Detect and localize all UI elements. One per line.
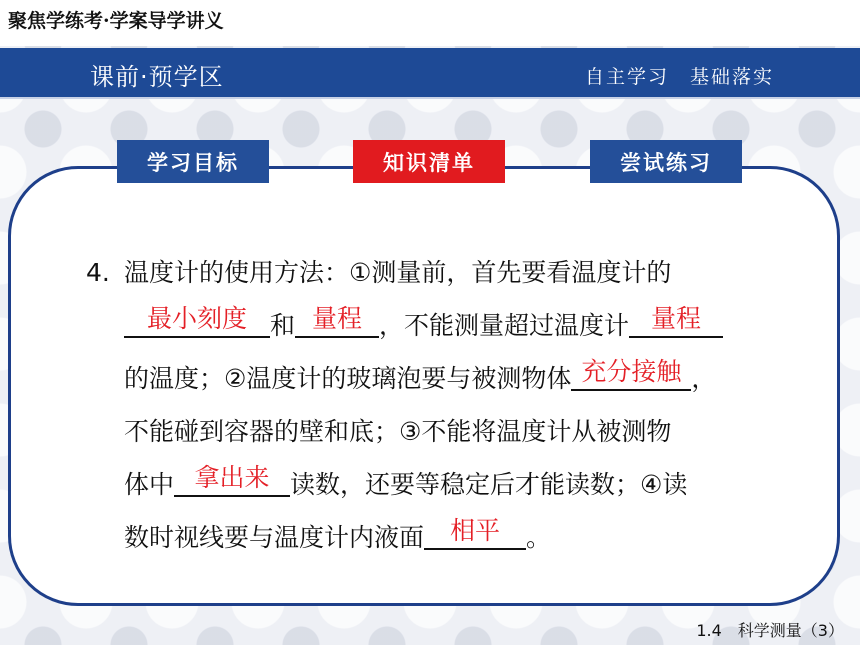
answer-text: 充分接触 (581, 357, 682, 386)
text-segment: 不能碰到容器的壁和底；③不能将温度计从被测物 (124, 417, 672, 446)
content-line (124, 458, 786, 511)
tab-knowledge-list[interactable]: 知识清单 (353, 140, 505, 183)
content-line (124, 352, 786, 405)
answer-text: 相平 (450, 516, 501, 545)
content-line (86, 246, 786, 299)
tab-practice[interactable]: 尝试练习 (590, 140, 742, 183)
document-header: 聚焦学练考·学案导学讲义 (8, 10, 224, 32)
tab-learning-goals[interactable]: 学习目标 (117, 140, 269, 183)
answer-blank (571, 357, 691, 391)
banner-subtitle: 自主学习 基础落实 (584, 66, 774, 88)
text-segment: ， (691, 364, 717, 393)
text-segment: 和 (270, 311, 296, 340)
page-footer: 1.4 科学测量（3） (696, 621, 844, 640)
text-segment: 温度计的使用方法：①测量前，首先要看温度计的 (124, 258, 672, 287)
answer-text: 拿出来 (194, 463, 270, 492)
answer-blank (424, 516, 526, 550)
answer-text: 量程 (651, 304, 702, 333)
content-line (124, 511, 786, 564)
question-content (86, 246, 786, 564)
text-segment: 。 (526, 523, 552, 552)
banner-title: 课前·预学区 (90, 63, 224, 91)
answer-blank (295, 304, 379, 338)
text-segment: ，不能测量超过温度计 (379, 311, 630, 340)
answer-blank (629, 304, 723, 338)
section-banner (0, 48, 860, 99)
text-segment: 数时视线要与温度计内液面 (124, 523, 425, 552)
text-segment: 读数，还要等稳定后才能读数；④读 (290, 470, 688, 499)
answer-text: 量程 (312, 304, 363, 333)
text-segment: 体中 (124, 470, 175, 499)
answer-blank (174, 463, 290, 497)
text-segment: 的温度；②温度计的玻璃泡要与被测物体 (124, 364, 572, 393)
answer-blank (124, 304, 270, 338)
answer-text: 最小刻度 (146, 304, 247, 333)
content-line (124, 405, 786, 458)
content-line (124, 299, 786, 352)
question-number: 4. (86, 258, 110, 287)
